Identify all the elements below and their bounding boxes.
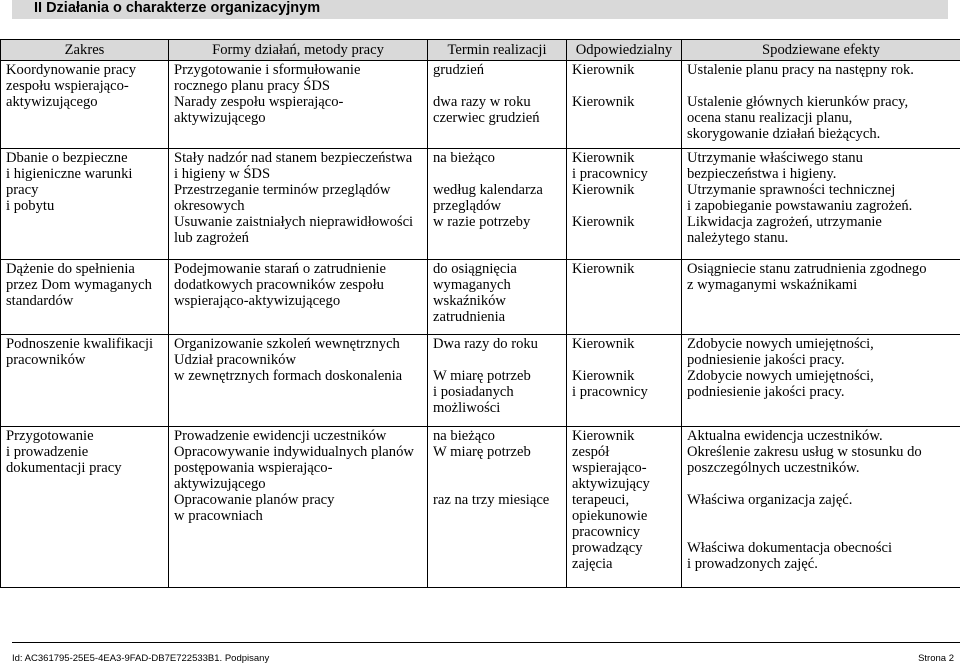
table-row bbox=[1, 61, 960, 149]
cell-line: podniesienie jakości pracy. bbox=[687, 352, 955, 368]
cell-line: W miarę potrzeb bbox=[433, 444, 561, 460]
formy-cell bbox=[169, 260, 428, 335]
cell-line: zatrudnienia bbox=[433, 309, 561, 325]
cell-line: Kierownik bbox=[572, 368, 676, 384]
cell-line: zajęcia bbox=[572, 556, 676, 572]
cell-line: Kierownik bbox=[572, 62, 676, 78]
cell-line: Podnoszenie kwalifikacji bbox=[6, 336, 163, 352]
cell-line: okresowych bbox=[174, 198, 422, 214]
cell-line: Osiągniecie stanu zatrudnienia zgodnego bbox=[687, 261, 955, 277]
cell-line: Likwidacja zagrożeń, utrzymanie bbox=[687, 214, 955, 230]
cell-line: Kierownik bbox=[572, 336, 676, 352]
cell-line: Podejmowanie starań o zatrudnienie bbox=[174, 261, 422, 277]
cell-line: Kierownik bbox=[572, 214, 676, 230]
formy-cell bbox=[169, 335, 428, 427]
termin-cell bbox=[428, 427, 567, 588]
table-header-row bbox=[1, 40, 960, 61]
zakres-cell bbox=[1, 427, 169, 588]
cell-line: raz na trzy miesiące bbox=[433, 492, 561, 508]
cell-line: Właściwa organizacja zajęć. bbox=[687, 492, 955, 508]
cell-line: w zewnętrznych formach doskonalenia bbox=[174, 368, 422, 384]
cell-line: pracowników bbox=[6, 352, 163, 368]
cell-line: aktywizującego bbox=[174, 110, 422, 126]
cell-line: na bieżąco bbox=[433, 150, 561, 166]
document-id: Id: AC361795-25E5-4EA3-9FAD-DB7E722533B1. Podpisany bbox=[12, 653, 269, 664]
odpowiedzialny-cell bbox=[567, 260, 682, 335]
termin-cell bbox=[428, 61, 567, 149]
cell-line: ocena stanu realizacji planu, bbox=[687, 110, 955, 126]
cell-line: bezpieczeństwa i higieny. bbox=[687, 166, 955, 182]
cell-line: wspierająco-aktywizującego bbox=[174, 293, 422, 309]
cell-line: poszczególnych uczestników. bbox=[687, 460, 955, 476]
zakres-cell bbox=[1, 260, 169, 335]
table-row bbox=[1, 260, 960, 335]
cell-line: w razie potrzeby bbox=[433, 214, 561, 230]
efekty-cell bbox=[682, 149, 960, 260]
cell-line: Prowadzenie ewidencji uczestników bbox=[174, 428, 422, 444]
cell-line: Określenie zakresu usług w stosunku do bbox=[687, 444, 955, 460]
efekty-cell bbox=[682, 260, 960, 335]
cell-line: i prowadzonych zajęć. bbox=[687, 556, 955, 572]
cell-line: terapeuci, bbox=[572, 492, 676, 508]
cell-line: Kierownik bbox=[572, 150, 676, 166]
cell-line: wskaźników bbox=[433, 293, 561, 309]
cell-line: Stały nadzór nad stanem bezpieczeństwa bbox=[174, 150, 422, 166]
cell-line: skorygowanie działań bieżących. bbox=[687, 126, 955, 142]
cell-line: Dwa razy do roku bbox=[433, 336, 561, 352]
table-row bbox=[1, 335, 960, 427]
cell-line: Usuwanie zaistniałych nieprawidłowości bbox=[174, 214, 422, 230]
cell-line: Aktualna ewidencja uczestników. bbox=[687, 428, 955, 444]
cell-line: Dążenie do spełnienia bbox=[6, 261, 163, 277]
cell-line: lub zagrożeń bbox=[174, 230, 422, 246]
header-cell: Formy działań, metody pracy bbox=[169, 40, 428, 61]
zakres-cell bbox=[1, 149, 169, 260]
cell-line: W miarę potrzeb bbox=[433, 368, 561, 384]
formy-cell bbox=[169, 427, 428, 588]
cell-line: i higieniczne warunki bbox=[6, 166, 163, 182]
cell-line: Przygotowanie bbox=[6, 428, 163, 444]
section-title: II Działania o charakterze organizacyjnym bbox=[12, 0, 948, 19]
cell-line: Utrzymanie właściwego stanu bbox=[687, 150, 955, 166]
cell-line: i pracownicy bbox=[572, 384, 676, 400]
cell-line: Właściwa dokumentacja obecności bbox=[687, 540, 955, 556]
table-row bbox=[1, 149, 960, 260]
cell-line: Ustalenie głównych kierunków pracy, bbox=[687, 94, 955, 110]
cell-line: standardów bbox=[6, 293, 163, 309]
cell-line: z wymaganymi wskaźnikami bbox=[687, 277, 955, 293]
cell-line: Utrzymanie sprawności technicznej bbox=[687, 182, 955, 198]
cell-line: i pracownicy bbox=[572, 166, 676, 182]
cell-line: podniesienie jakości pracy. bbox=[687, 384, 955, 400]
cell-line: Opracowywanie indywidualnych planów bbox=[174, 444, 422, 460]
cell-line: pracownicy bbox=[572, 524, 676, 540]
termin-cell bbox=[428, 149, 567, 260]
cell-line: Przygotowanie i sformułowanie bbox=[174, 62, 422, 78]
cell-line: opiekunowie bbox=[572, 508, 676, 524]
cell-line: do osiągnięcia bbox=[433, 261, 561, 277]
cell-line: prowadzący bbox=[572, 540, 676, 556]
cell-line: Kierownik bbox=[572, 261, 676, 277]
cell-line: aktywizującego bbox=[6, 94, 163, 110]
cell-line: przez Dom wymaganych bbox=[6, 277, 163, 293]
activities-table bbox=[0, 39, 960, 588]
odpowiedzialny-cell bbox=[567, 427, 682, 588]
cell-line: czerwiec grudzień bbox=[433, 110, 561, 126]
cell-line: w pracowniach bbox=[174, 508, 422, 524]
efekty-cell bbox=[682, 61, 960, 149]
cell-line: grudzień bbox=[433, 62, 561, 78]
cell-line: Narady zespołu wspierająco- bbox=[174, 94, 422, 110]
page-number: Strona 2 bbox=[918, 653, 954, 664]
cell-line: i zapobieganie powstawaniu zagrożeń. bbox=[687, 198, 955, 214]
cell-line: Udział pracowników bbox=[174, 352, 422, 368]
cell-line: Dbanie o bezpieczne bbox=[6, 150, 163, 166]
header-cell: Termin realizacji bbox=[428, 40, 567, 61]
cell-line: Koordynowanie pracy bbox=[6, 62, 163, 78]
cell-line: dwa razy w roku bbox=[433, 94, 561, 110]
cell-line: dodatkowych pracowników zespołu bbox=[174, 277, 422, 293]
odpowiedzialny-cell bbox=[567, 149, 682, 260]
cell-line: rocznego planu pracy ŚDS bbox=[174, 78, 422, 94]
odpowiedzialny-cell bbox=[567, 61, 682, 149]
cell-line: wspierająco- bbox=[572, 460, 676, 476]
formy-cell bbox=[169, 149, 428, 260]
cell-line: Zdobycie nowych umiejętności, bbox=[687, 368, 955, 384]
formy-cell bbox=[169, 61, 428, 149]
cell-line: dokumentacji pracy bbox=[6, 460, 163, 476]
cell-line: Kierownik bbox=[572, 182, 676, 198]
cell-line: i pobytu bbox=[6, 198, 163, 214]
cell-line: aktywizujący bbox=[572, 476, 676, 492]
zakres-cell bbox=[1, 335, 169, 427]
termin-cell bbox=[428, 335, 567, 427]
zakres-cell bbox=[1, 61, 169, 149]
cell-line: aktywizującego bbox=[174, 476, 422, 492]
cell-line: Ustalenie planu pracy na następny rok. bbox=[687, 62, 955, 78]
page-footer bbox=[12, 642, 960, 667]
odpowiedzialny-cell bbox=[567, 335, 682, 427]
cell-line: i higieny w ŚDS bbox=[174, 166, 422, 182]
cell-line: Opracowanie planów pracy bbox=[174, 492, 422, 508]
cell-line: zespołu wspierająco- bbox=[6, 78, 163, 94]
cell-line: Zdobycie nowych umiejętności, bbox=[687, 336, 955, 352]
termin-cell bbox=[428, 260, 567, 335]
cell-line: postępowania wspierająco- bbox=[174, 460, 422, 476]
cell-line: według kalendarza bbox=[433, 182, 561, 198]
cell-line: pracy bbox=[6, 182, 163, 198]
cell-line: należytego stanu. bbox=[687, 230, 955, 246]
cell-line: możliwości bbox=[433, 400, 561, 416]
cell-line: zespół bbox=[572, 444, 676, 460]
cell-line: i posiadanych bbox=[433, 384, 561, 400]
efekty-cell bbox=[682, 427, 960, 588]
cell-line: przeglądów bbox=[433, 198, 561, 214]
cell-line: wymaganych bbox=[433, 277, 561, 293]
header-cell: Odpowiedzialny bbox=[567, 40, 682, 61]
header-cell: Spodziewane efekty bbox=[682, 40, 960, 61]
cell-line: Kierownik bbox=[572, 94, 676, 110]
header-cell: Zakres bbox=[1, 40, 169, 61]
efekty-cell bbox=[682, 335, 960, 427]
cell-line: Kierownik bbox=[572, 428, 676, 444]
table-row bbox=[1, 427, 960, 588]
cell-line: Przestrzeganie terminów przeglądów bbox=[174, 182, 422, 198]
cell-line: Organizowanie szkoleń wewnętrznych bbox=[174, 336, 422, 352]
cell-line: na bieżąco bbox=[433, 428, 561, 444]
cell-line: i prowadzenie bbox=[6, 444, 163, 460]
